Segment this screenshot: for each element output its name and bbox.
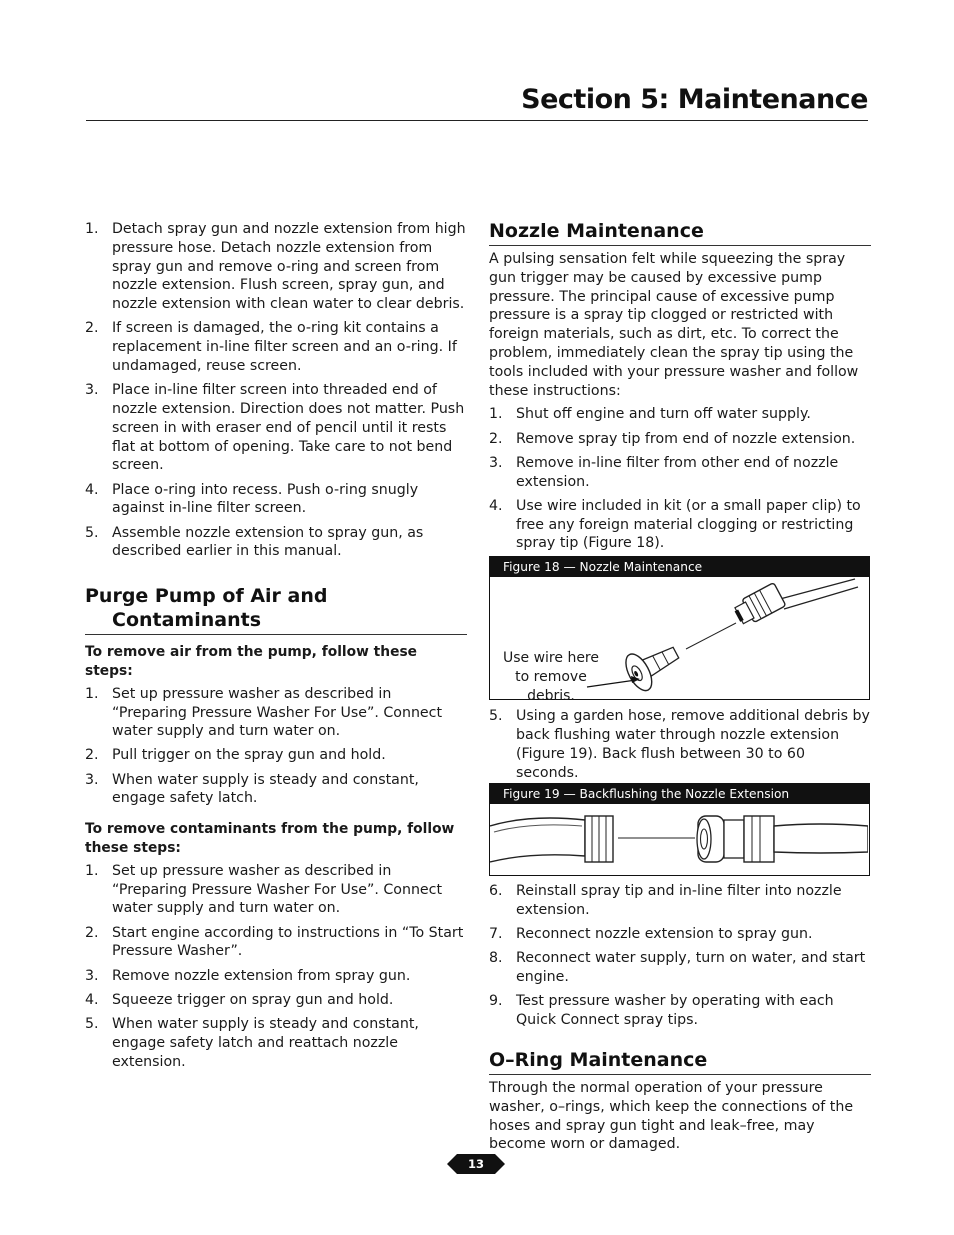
figure-18 [489, 556, 870, 705]
list-item: 1. Set up pressure washer as described in “Preparing Pressure Washer For Use”. Connect water supply and turn water on. [85, 685, 443, 740]
list-item: 8. Reconnect water supply, turn on water, and start engine. [489, 950, 866, 986]
contaminant-removal-steps [85, 862, 467, 1072]
nozzle-steps-list [489, 405, 871, 553]
list-item: 2. Pull trigger on the spray gun and hold. [85, 747, 386, 764]
list-item: 4. Place o-ring into recess. Push o-ring snugly against in-line filter screen. [85, 481, 419, 517]
right-column [489, 219, 871, 1154]
oring-paragraph: Through the normal operation of your pressure washer, o–rings, which keep the connections of the hoses and spray gun tight and leak–free, may become worn or damaged. [489, 1080, 854, 1153]
list-item: 3. Place in-line filter screen into threaded end of nozzle extension. Direction does not matter. Push screen in with eraser end of pencil until it rests flat at bottom of opening. Take care to not bend screen. [85, 382, 465, 474]
figure-19-caption: Figure 19 — Backflushing the Nozzle Extension [490, 784, 869, 804]
figure-18-callout: Use wire here to remove debris. [502, 650, 599, 705]
list-item: 5. When water supply is steady and constant, engage safety latch and reattach nozzle extension. [85, 1016, 419, 1070]
page-title: Section 5: Maintenance [521, 84, 868, 115]
purge-pump-heading: Purge Pump of Air and Contaminants [85, 584, 467, 635]
nozzle-extension-drawing [490, 577, 868, 698]
list-item: 5. Using a garden hose, remove additional debris by back flushing water through nozzle extension (Figure 19). Back flush between 30 to 60 seconds. [489, 708, 870, 781]
page-number: 13 [467, 1157, 484, 1171]
figure-18-illustration [490, 577, 869, 705]
nozzle-maintenance-heading: Nozzle Maintenance [489, 219, 871, 246]
list-item: 7. Reconnect nozzle extension to spray gun. [489, 926, 813, 943]
list-item: 4. Squeeze trigger on spray gun and hold. [85, 991, 394, 1008]
list-item: 3. Remove in-line filter from other end of nozzle extension. [489, 454, 839, 490]
oring-maintenance-heading: O–Ring Maintenance [489, 1048, 871, 1075]
list-item: 2. Start engine according to instructions in “To Start Pressure Washer”. [85, 924, 464, 960]
list-item: 3. Remove nozzle extension from spray gun. [85, 967, 411, 984]
title-divider [86, 120, 868, 121]
filter-steps-list [85, 220, 467, 561]
list-item: 3. When water supply is steady and constant, engage safety latch. [85, 771, 419, 807]
figure-19-illustration [490, 804, 869, 874]
list-item: 4. Use wire included in kit (or a small paper clip) to free any foreign material clogging or restricting spray tip (Figure 18). [489, 497, 861, 552]
nozzle-steps-final [489, 882, 871, 1030]
list-item: 1. Shut off engine and turn off water supply. [489, 406, 811, 423]
nozzle-intro-paragraph: A pulsing sensation felt while squeezing the spray gun trigger may be caused by excessive pump pressure. The principal cause of excessive pump pressure is a spray tip clogged or restricted with foreign materials, such as dirt, etc. To correct the problem, immediately clean the spray tip using the tools included with your pressure washer and follow these instructions: [489, 251, 859, 399]
page-number-badge [447, 1151, 505, 1177]
list-item: 6. Reinstall spray tip and in-line filter into nozzle extension. [489, 883, 842, 919]
list-item: 5. Assemble nozzle extension to spray gun, as described earlier in this manual. [85, 524, 424, 560]
contaminant-removal-subhead: To remove contaminants from the pump, follow these steps: [85, 821, 455, 857]
backflush-hose-drawing [490, 804, 868, 874]
list-item: 1. Detach spray gun and nozzle extension from high pressure hose. Detach nozzle extension from spray gun and remove o-ring and screen from nozzle extension. Flush screen, spray gun, and nozzle extension with clean water to clear debris. [85, 221, 466, 313]
nozzle-steps-continued [489, 707, 871, 782]
air-removal-subhead: To remove air from the pump, follow these steps: [85, 644, 418, 679]
list-item: 1. Set up pressure washer as described in “Preparing Pressure Washer For Use”. Connect water supply and turn water on. [85, 862, 443, 917]
figure-18-caption: Figure 18 — Nozzle Maintenance [490, 557, 869, 577]
air-removal-steps [85, 685, 467, 809]
list-item: 9. Test pressure washer by operating with each Quick Connect spray tips. [489, 993, 834, 1029]
list-item: 2. If screen is damaged, the o-ring kit contains a replacement in-line filter screen and an o-ring. If undamaged, reuse screen. [85, 320, 457, 374]
left-column [85, 220, 467, 1077]
list-item: 2. Remove spray tip from end of nozzle extension. [489, 430, 856, 447]
figure-19 [489, 783, 870, 876]
